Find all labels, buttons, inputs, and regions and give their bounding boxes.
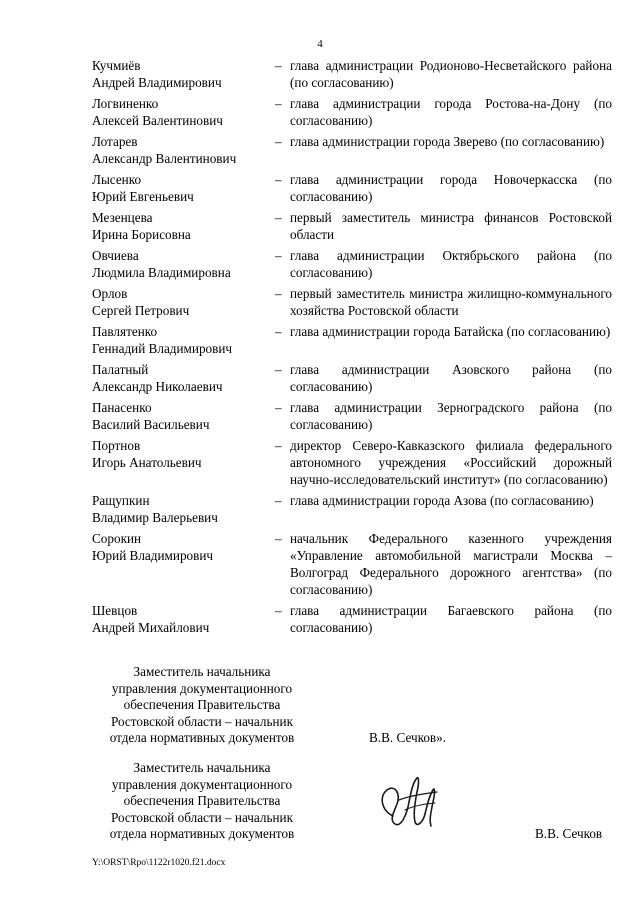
member-dash: – — [275, 603, 282, 618]
member-role: начальник Федерального казенного учреждения «Управление автомобильной магистрали Москва – Волгоград Федерального дорожного агентства» (по согласованию) — [290, 531, 612, 597]
member-given-names: Юрий Евгеньевич — [92, 189, 194, 204]
member-row — [92, 133, 612, 167]
member-given-names: Геннадий Владимирович — [92, 341, 233, 356]
signoff-title-line: отдела нормативных документов — [109, 730, 295, 746]
member-given-names: Ирина Борисовна — [92, 227, 191, 242]
member-role: глава администрации города Зверево (по согласованию) — [290, 134, 605, 149]
member-surname: Шевцов — [92, 603, 138, 618]
member-surname: Панасенко — [92, 400, 152, 415]
member-given-names: Василий Васильевич — [92, 417, 210, 432]
handwritten-signature — [375, 770, 445, 832]
member-given-names: Александр Николаевич — [92, 379, 223, 394]
member-surname: Павлятенко — [92, 324, 158, 339]
member-role: глава администрации Азовского района (по согласованию) — [290, 362, 612, 394]
member-surname: Палатный — [92, 362, 149, 377]
member-row — [92, 602, 612, 636]
file-path: Y:\ORST\Rpo\1122r1020.f21.docx — [92, 858, 226, 868]
signoff-name: В.В. Сечков». — [369, 730, 447, 745]
signoff-block-quoted — [92, 664, 612, 747]
signoff-title-line: обеспечения Правительства — [123, 697, 281, 713]
member-row — [92, 530, 612, 598]
member-dash: – — [275, 362, 282, 377]
signoff-title-line: Заместитель начальника — [133, 664, 271, 679]
member-given-names: Алексей Валентинович — [92, 113, 223, 128]
member-role: глава администрации города Батайска (по согласованию) — [290, 324, 611, 339]
member-given-names: Владимир Валерьевич — [92, 510, 218, 525]
member-row — [92, 285, 612, 319]
signoff-title — [92, 760, 312, 843]
signoff-title-line: управления документационного — [111, 776, 293, 792]
member-name — [92, 285, 275, 319]
signoff-title-line: Заместитель начальника — [133, 760, 271, 775]
signoff-title-line: Ростовской области – начальник — [110, 713, 294, 729]
member-given-names: Андрей Владимирович — [92, 75, 222, 90]
member-row — [92, 57, 612, 91]
member-surname: Мезенцева — [92, 210, 153, 225]
member-row — [92, 361, 612, 395]
member-role: глава администрации города Азова (по согласованию) — [290, 493, 594, 508]
member-dash: – — [275, 172, 282, 187]
member-dash: – — [275, 400, 282, 415]
member-role: глава администрации Октябрьского района (по согласованию) — [290, 248, 612, 280]
signoff-title-line: Ростовской области – начальник — [110, 809, 294, 825]
member-surname: Орлов — [92, 286, 128, 301]
member-role: глава администрации Багаевского района (по согласованию) — [290, 603, 612, 635]
member-dash: – — [275, 96, 282, 111]
member-dash: – — [275, 248, 282, 263]
member-role: глава администрации города Ростова-на-Дону (по согласованию) — [290, 96, 612, 128]
member-given-names: Андрей Михайлович — [92, 620, 210, 635]
member-dash: – — [275, 134, 282, 149]
member-dash: – — [275, 493, 282, 508]
member-name — [92, 361, 275, 395]
member-surname: Кучмиёв — [92, 58, 141, 73]
member-surname: Овчиева — [92, 248, 139, 263]
member-given-names: Юрий Владимирович — [92, 548, 214, 563]
member-role: первый заместитель министра жилищно-коммунального хозяйства Ростовской области — [290, 286, 612, 318]
member-surname: Лотарев — [92, 134, 138, 149]
member-role: глава администрации города Новочеркасска (по согласованию) — [290, 172, 612, 204]
signoff-title — [92, 664, 312, 747]
member-name — [92, 399, 275, 433]
member-given-names: Александр Валентинович — [92, 151, 237, 166]
member-row — [92, 209, 612, 243]
member-name — [92, 57, 275, 91]
member-dash: – — [275, 58, 282, 73]
member-dash: – — [275, 531, 282, 546]
member-name — [92, 323, 275, 357]
member-dash: – — [275, 438, 282, 453]
member-surname: Ращупкин — [92, 493, 150, 508]
member-dash: – — [275, 286, 282, 301]
member-dash: – — [275, 210, 282, 225]
member-surname: Сорокин — [92, 531, 142, 546]
member-given-names: Людмила Владимировна — [92, 265, 231, 280]
member-role: первый заместитель министра финансов Ростовской области — [290, 210, 612, 242]
member-given-names: Сергей Петрович — [92, 303, 190, 318]
member-name — [92, 209, 275, 243]
member-surname: Портнов — [92, 438, 141, 453]
member-name — [92, 602, 275, 636]
member-dash: – — [275, 324, 282, 339]
member-row — [92, 437, 612, 488]
member-row — [92, 492, 612, 526]
page-number: 4 — [317, 38, 323, 50]
signoff-title-line: обеспечения Правительства — [123, 793, 281, 809]
member-row — [92, 323, 612, 357]
member-surname: Логвиненко — [92, 96, 159, 111]
member-name — [92, 492, 275, 526]
member-name — [92, 437, 275, 488]
member-row — [92, 95, 612, 129]
signoff-block-signed — [92, 760, 612, 843]
member-row — [92, 399, 612, 433]
member-row — [92, 171, 612, 205]
member-name — [92, 171, 275, 205]
member-name — [92, 95, 275, 129]
member-given-names: Игорь Анатольевич — [92, 455, 202, 470]
member-role: директор Северо-Кавказского филиала федерального автономного учреждения «Российский дорожный научно-исследовательский институт» (по согласованию) — [290, 438, 612, 487]
member-role: глава администрации Родионово-Несветайского района (по согласованию) — [290, 58, 612, 90]
signoff-name: В.В. Сечков — [535, 826, 603, 841]
member-name — [92, 133, 275, 167]
member-row — [92, 247, 612, 281]
signoff-title-line: отдела нормативных документов — [109, 826, 295, 842]
member-surname: Лысенко — [92, 172, 142, 187]
member-role: глава администрации Зерноградского района (по согласованию) — [290, 400, 612, 432]
member-name — [92, 530, 275, 598]
member-roster — [92, 57, 612, 640]
member-name — [92, 247, 275, 281]
signoff-title-line: управления документационного — [111, 680, 293, 696]
